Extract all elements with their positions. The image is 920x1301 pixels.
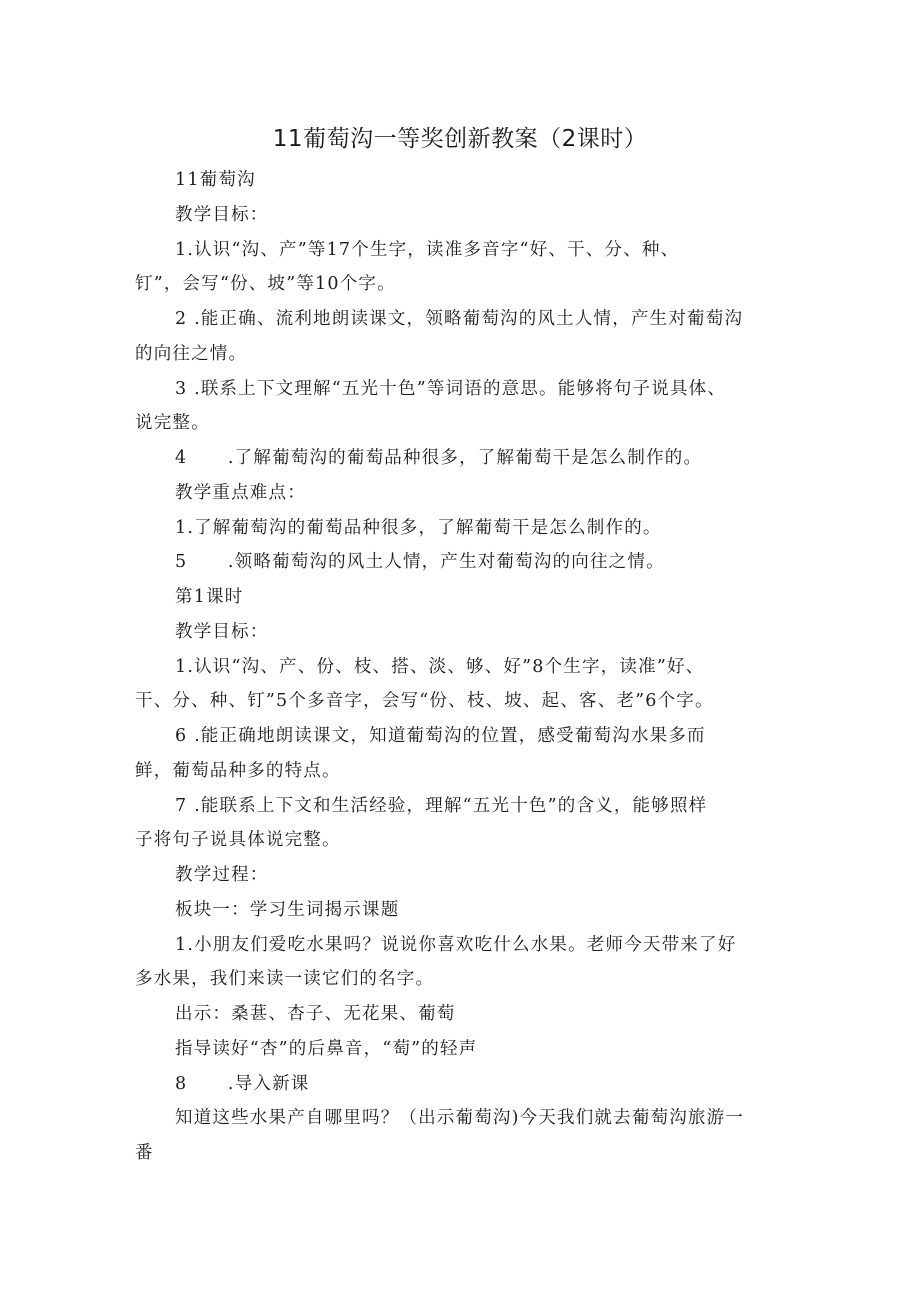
paragraph-line: 指导读好“杏”的后鼻音，“萄”的轻声 [175,1039,478,1059]
paragraph-line: 2 .能正确、流利地朗读课文，领略葡萄沟的风土人情，产生对葡萄沟 [175,309,744,329]
paragraph-line: 知道这些水果产自哪里吗？（出示葡萄沟)今天我们就去葡萄沟旅游一 [175,1108,745,1128]
paragraph-line: 8 .导入新课 [175,1074,310,1094]
section-heading: 教学过程： [175,865,269,885]
section-heading: 板块一：学习生词揭示课题 [175,900,400,920]
lesson-heading: 11葡萄沟 [175,170,256,190]
paragraph-line: 钉”，会写“份、坡”等10个字。 [135,274,396,294]
section-heading: 第1课时 [175,587,244,607]
section-heading: 教学目标： [175,622,269,642]
paragraph-line: 1.认识“沟、产”等17个生字，读准多音字“好、干、分、种、 [175,240,680,260]
paragraph-line: 多水果，我们来读一读它们的名字。 [135,969,435,989]
paragraph-line: 番 [135,1143,154,1163]
paragraph-line: 鲜，葡萄品种多的特点。 [135,761,341,781]
paragraph-line: 1.小朋友们爱吃水果吗？说说你喜欢吃什么水果。老师今天带来了好 [175,935,737,955]
section-heading: 教学目标： [175,205,269,225]
paragraph-line: 5 .领略葡萄沟的风土人情，产生对葡萄沟的向往之情。 [175,552,665,572]
paragraph-line: 干、分、种、钉”5个多音字，会写“份、枝、坡、起、客、老”6个字。 [135,691,714,711]
paragraph-line: 出示：桑葚、杏子、无花果、葡萄 [175,1004,456,1024]
paragraph-line: 的向往之情。 [135,344,248,364]
paragraph-line: 1.了解葡萄沟的葡萄品种很多，了解葡萄干是怎么制作的。 [175,518,662,538]
paragraph-line: 6 .能正确地朗读课文，知道葡萄沟的位置，感受葡萄沟水果多而 [175,726,706,746]
paragraph-line: 3 .联系上下文理解“五光十色”等词语的意思。能够将句子说具体、 [175,379,727,399]
paragraph-line: 子将句子说具体说完整。 [135,830,341,850]
section-heading: 教学重点难点： [175,483,306,503]
paragraph-line: 4 .了解葡萄沟的葡萄品种很多，了解葡萄干是怎么制作的。 [175,448,703,468]
page-title: 11葡萄沟一等奖创新教案（2课时） [272,126,648,152]
paragraph-line: 1.认识“沟、产、份、枝、搭、淡、够、好”8个生字，读准”好、 [175,657,705,677]
paragraph-line: 说完整。 [135,413,210,433]
paragraph-line: 7 .能联系上下文和生活经验，理解“五光十色”的含义，能够照样 [175,796,708,816]
